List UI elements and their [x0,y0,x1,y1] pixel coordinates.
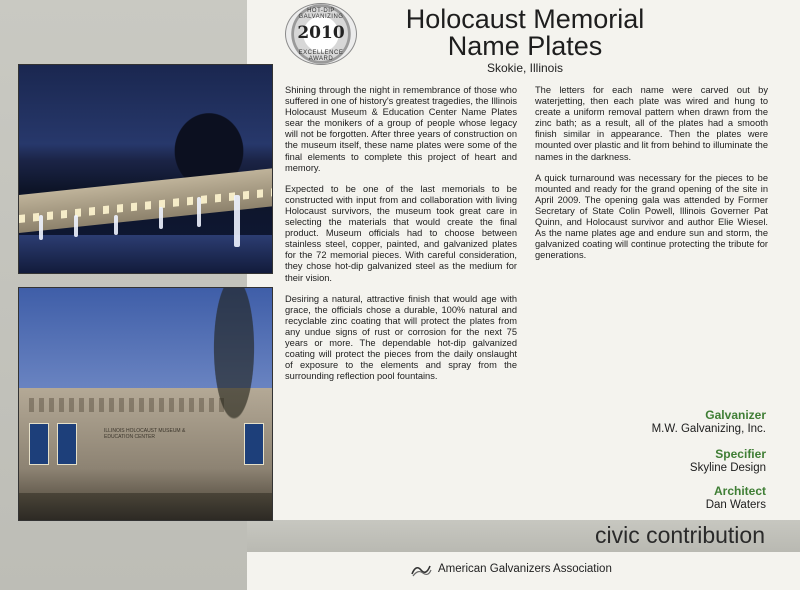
museum-banner [29,423,49,465]
building-sign: ILLINOIS HOLOCAUST MUSEUM & EDUCATION CENTER [104,428,186,440]
body-column-1 [285,85,517,392]
seal-ring-bottom-text: EXCELLENCE AWARD [298,50,344,62]
credit-architect [560,484,766,512]
paragraph: The letters for each name were carved out by waterjetting, then each plate was wired and hung to create a uniform removal pattern when drawn from the zinc bath; as a result, all of the plates had a smooth finish similar in appearance. Then the plates were mounted over plastic and lit from behind to illuminate the names in the darkness. [535,85,768,162]
seal-ring-top-text: HOT-DIP GALVANIZING [298,8,344,20]
paragraph: A quick turnaround was necessary for the pieces to be mounted and ready for the grand opening of the site in April 2009. The opening gala was attended by Former Secretary of State Colin Powell, Illinois Governer Pat Quinn, and Holocaust survivor and author Elie Wiesel. As the name plates age and endure sun and storm, the galvanized coating will continue protecting the tribute for generations. [535,172,768,261]
aga-logo-icon [410,562,432,578]
credit-role: Specifier [715,447,766,461]
credit-role: Architect [713,484,766,498]
award-seal [285,3,357,65]
title-line-2: Name Plates [447,31,603,61]
paragraph: Shining through the night in remembrance of those who suffered in one of history's greatest tragedies, the Illinois Holocaust Museum & Education Center Name Plates sear the monikers of a group of people whose legacy will not be forgotten. After three years of construction on the museum itself, these name plates were some of the final elements to complete this project of heart and memory. [285,85,517,173]
fountain-jet [197,197,201,227]
fountain-jet [234,195,240,247]
tree-silhouette [194,288,273,488]
credit-galvanizer [560,408,766,436]
memorial-wall-night-photo [18,64,273,274]
museum-building-dusk-photo [18,287,273,521]
seal-year: 2010 [297,23,345,43]
paragraph: Desiring a natural, attractive finish that would age with grace, the officials chose a durable, 100% natural and recyclable zinc coating that will protect the plates from any undue signs of rust or corrosion for the next 75 years or more. The dependable hot-dip galvanized coating will protect the pieces from the daily onslaught of exposure to the elements and spray from the surrounding reflection pool fountains. [285,293,517,382]
body-column-2 [535,85,768,271]
page-title [365,6,685,60]
credit-name: Skyline Design [689,462,766,474]
fountain-jet [159,207,163,229]
footer-organization: American Galvanizers Association [438,563,612,575]
credit-name: M.W. Galvanizing, Inc. [651,423,766,435]
footer [410,560,650,580]
fountain-jet [39,215,43,240]
plaza-ground [19,493,272,520]
title-line-1: Holocaust Memorial [405,4,645,34]
museum-banner [57,423,77,465]
category-label: civic contribution [594,522,765,548]
credit-role: Galvanizer [705,408,766,422]
credit-specifier [560,447,766,475]
paragraph: Expected to be one of the last memorials to be constructed with input from and collaboration with living Holocaust survivors, the museum took great care in selecting the materials that would create the final product. Museum officials had to choose between stainless steel, copper, painted, and galvanized plates for the 72 memorial pieces. With careful consideration, they chose hot-dip galvanized steel as the medium for their vision. [285,183,517,283]
fountain-jet [114,215,118,235]
credit-name: Dan Waters [705,499,766,511]
fountain-jet [74,215,78,237]
location-subtitle: Skokie, Illinois [486,61,564,75]
